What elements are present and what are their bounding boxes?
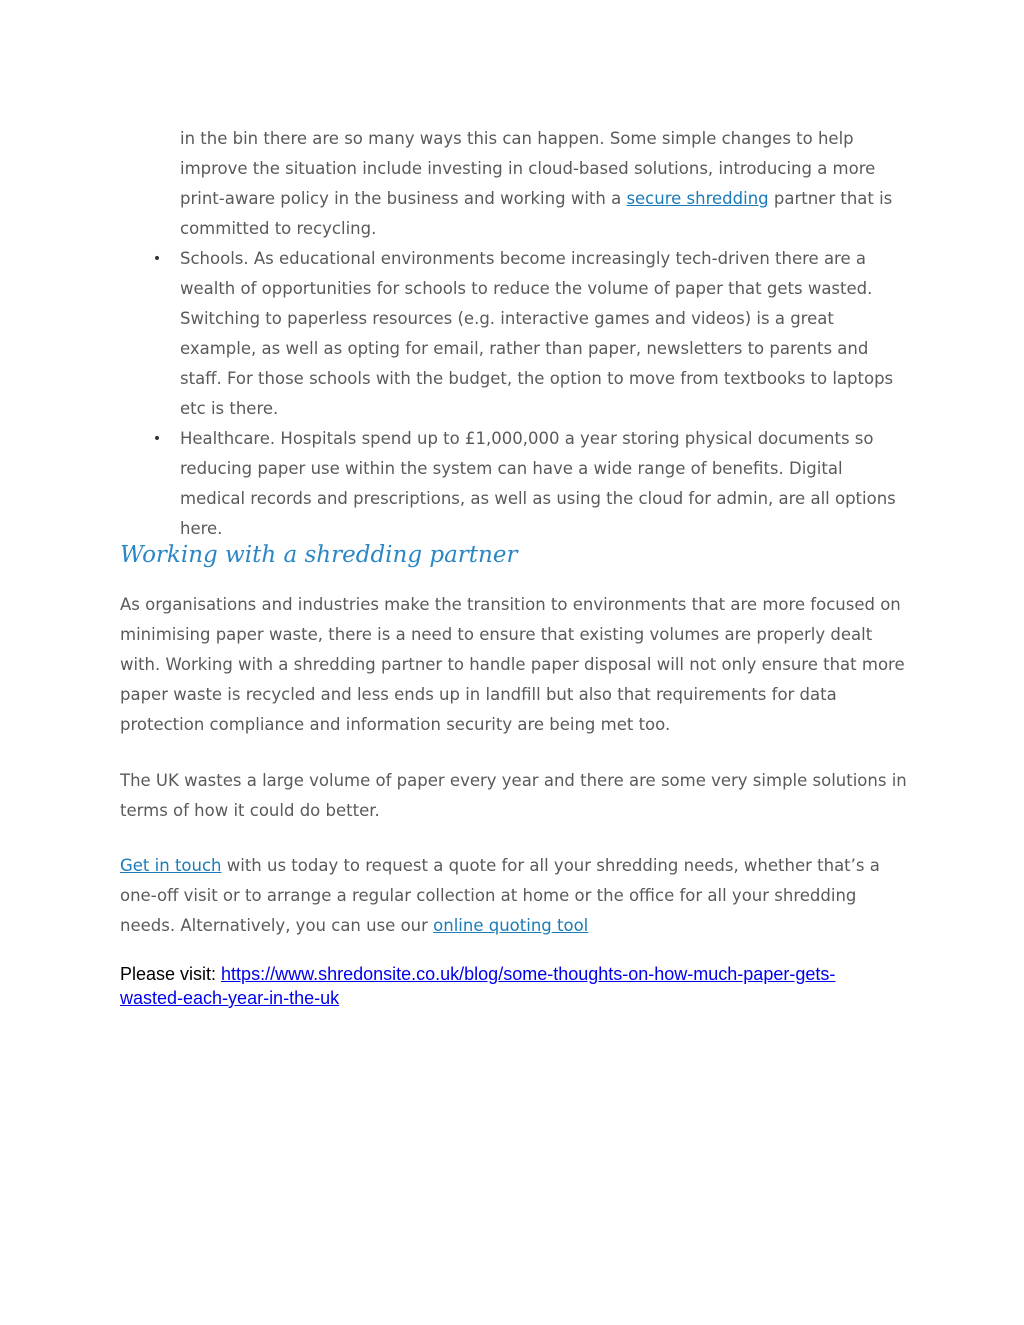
get-in-touch-text: with us today to request a quote for all your shredding needs, whether that’s a one-off visit or to arrange a regular collection at home or the office for all your shredding needs. Alternatively, you can use our: [120, 856, 880, 935]
paragraph-uk-waste: The UK wastes a large volume of paper every year and there are some very simple solutions in terms of how it could do better.: [120, 771, 907, 820]
online-quoting-tool-link[interactable]: online quoting tool: [433, 916, 589, 935]
bullet-text-schools: Schools. As educational environments become increasingly tech-driven there are a wealth of opportunities for schools to reduce the volume of paper that gets wasted. Switching to paperless resources (e.g. interactive games and videos) is a great example, as well as opting for email, rather than paper, newsletters to parents and staff. For those schools with the budget, the option to move from textbooks to laptops etc is there.: [180, 249, 894, 418]
bullet-icon: •: [152, 431, 162, 447]
please-visit-line: [120, 962, 880, 1010]
bullet-list: [0, 244, 1024, 544]
get-in-touch-link[interactable]: Get in touch: [120, 856, 222, 875]
bullet-text-healthcare: Healthcare. Hospitals spend up to £1,000,000 a year storing physical documents so reducing paper use within the system can have a wide range of benefits. Digital medical records and prescriptions, as well as using the cloud for admin, are all options here.: [180, 429, 896, 538]
secure-shredding-link[interactable]: secure shredding: [626, 189, 769, 208]
paragraph-get-in-touch: [120, 851, 910, 941]
continuation-text-before: in the bin there are so many ways this can happen. Some simple changes to help improve the situation include investing in cloud-based solutions, introducing a more print-aware policy in the business and working with a: [180, 129, 876, 208]
list-item: [0, 424, 910, 544]
please-visit-label: Please visit:: [120, 964, 222, 984]
continuation-text-after: partner that is committed to recycling.: [180, 189, 893, 238]
list-item: [0, 244, 910, 424]
paragraph-transition: As organisations and industries make the transition to environments that are more focused on minimising paper waste, there is a need to ensure that existing volumes are properly dealt with. Working with a shredding partner to handle paper disposal will not only ensure that more paper waste is recycled and less ends up in landfill but also that requirements for data protection compliance and information security are being met too.: [120, 595, 905, 734]
bullet-icon: •: [152, 251, 162, 267]
source-url-link[interactable]: https://www.shredonsite.co.uk/blog/some-thoughts-on-how-much-paper-gets-wasted-each-year-in-the-uk: [120, 964, 836, 1008]
continuation-paragraph: [180, 124, 910, 244]
section-heading: Working with a shredding partner: [120, 542, 518, 568]
